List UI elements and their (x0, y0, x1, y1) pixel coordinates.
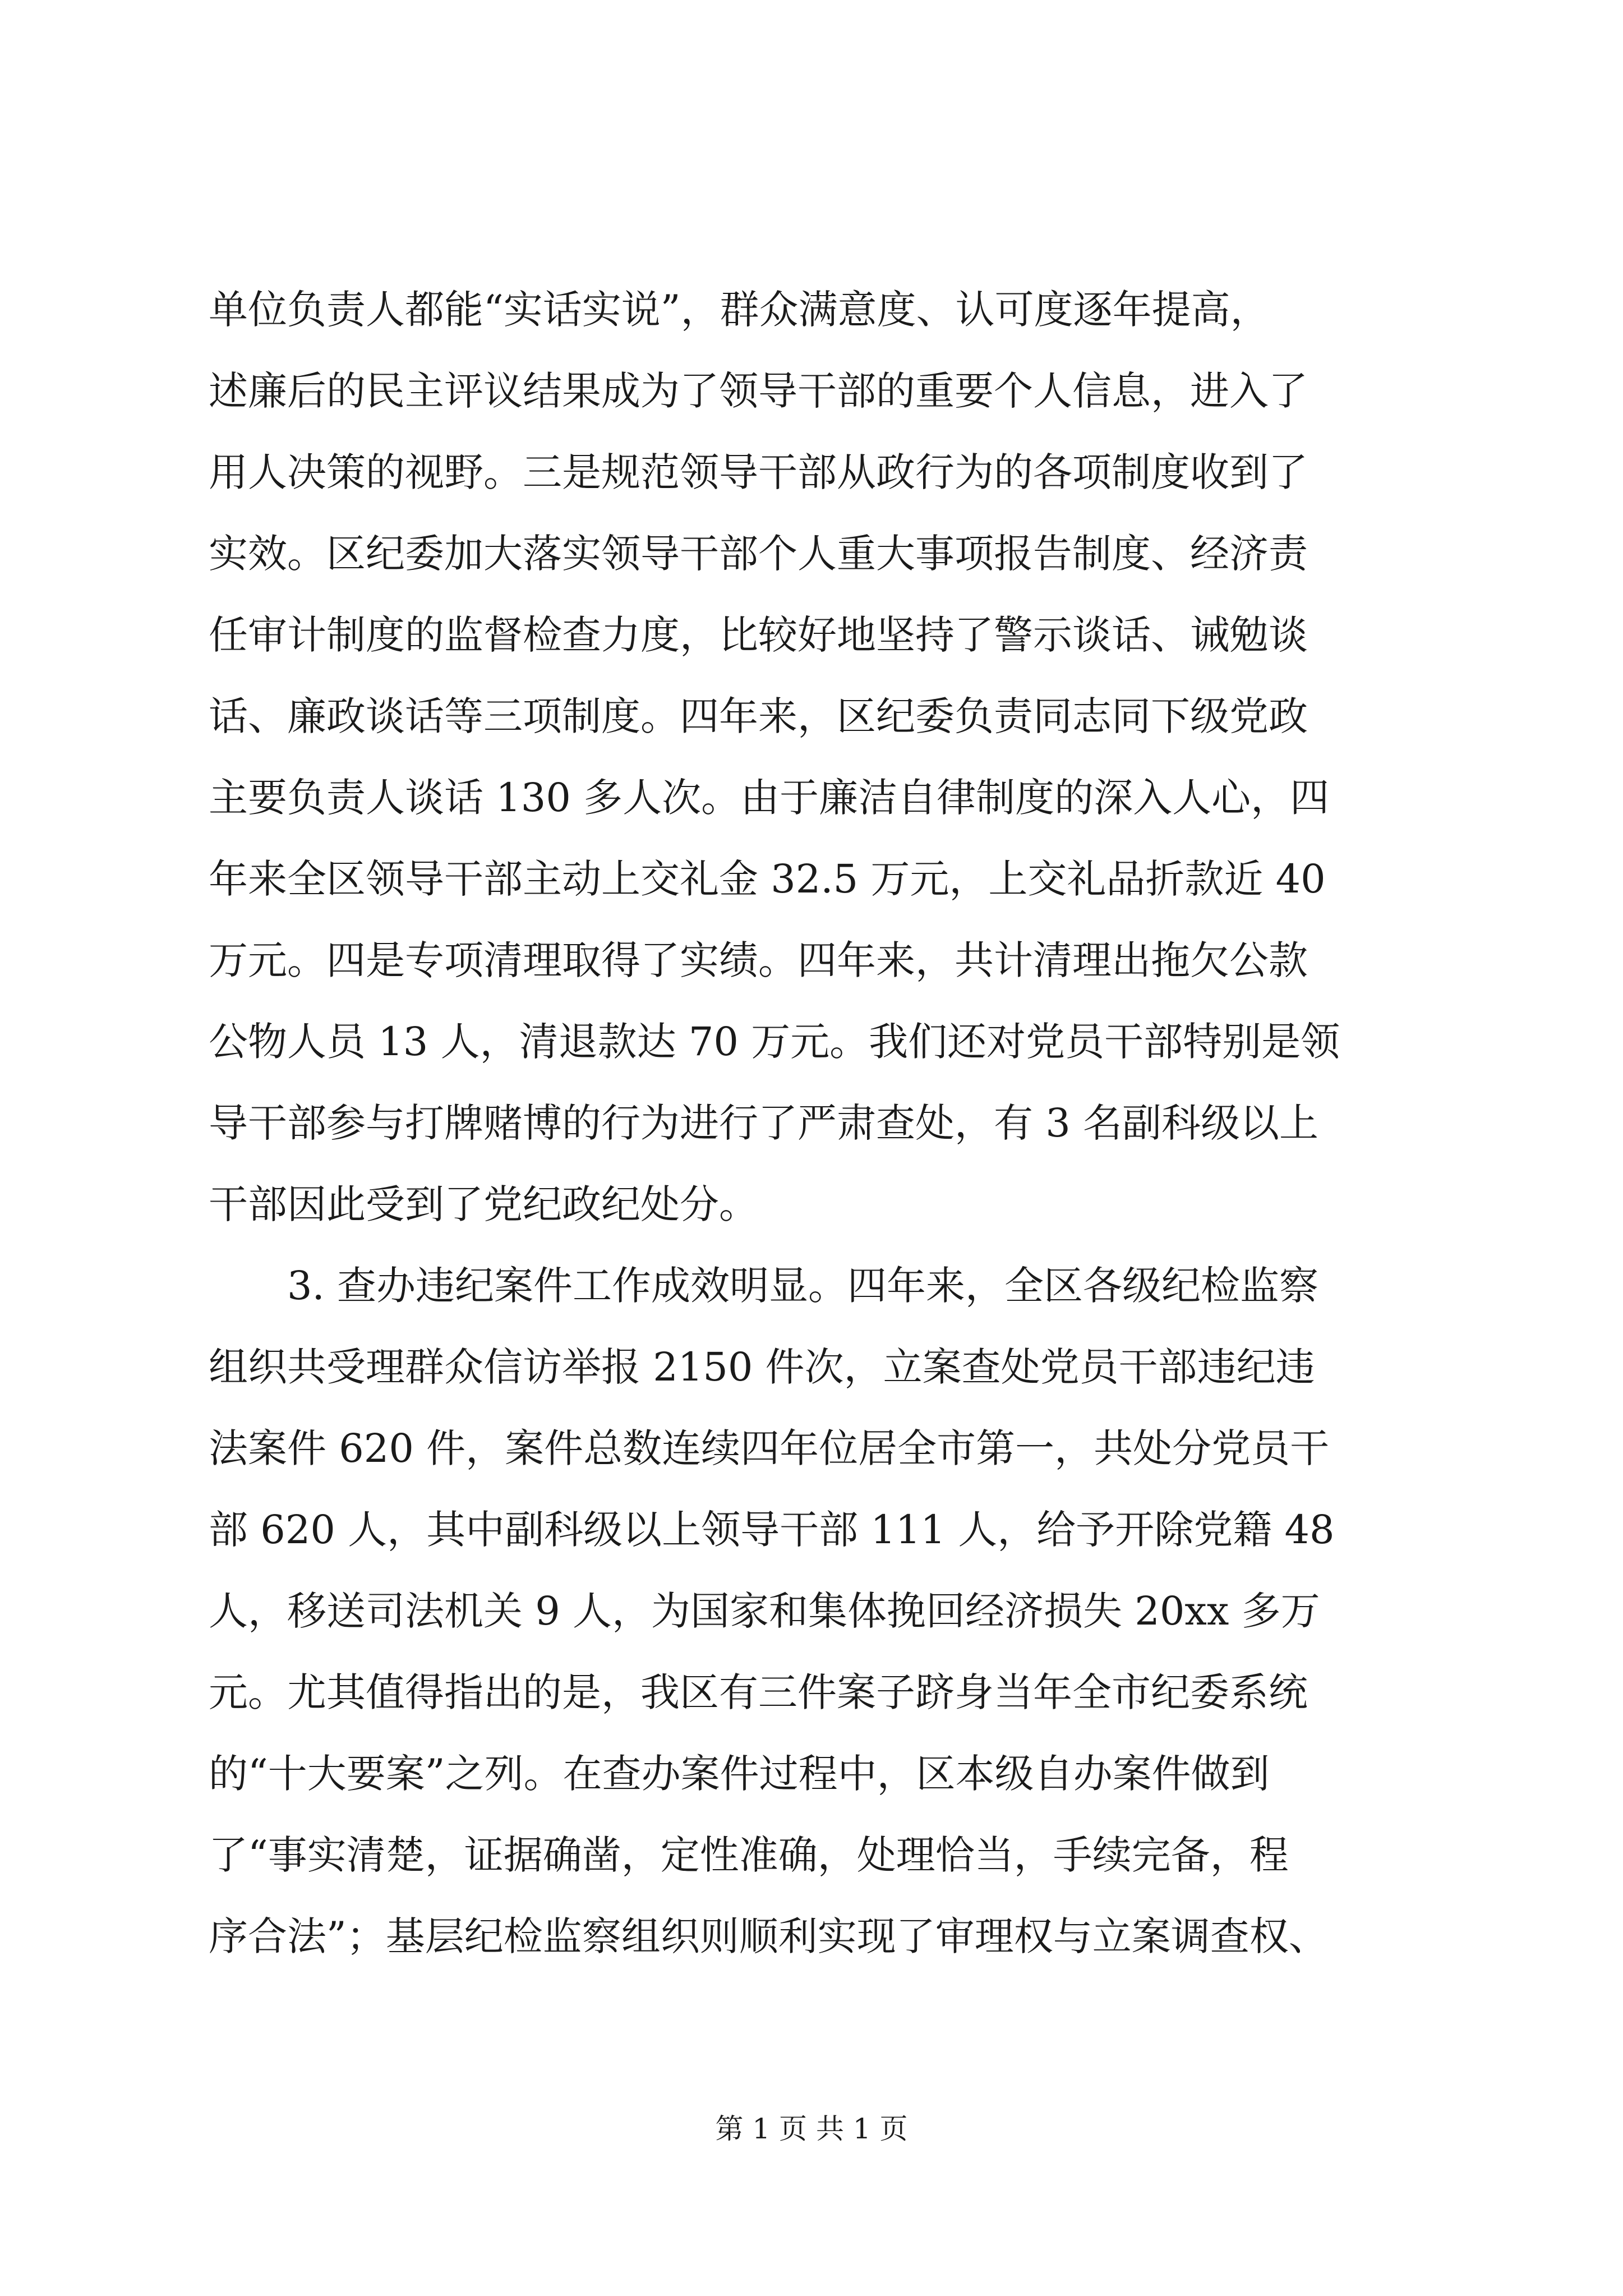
document-body (209, 269, 1431, 1977)
text-line: 元。尤其值得指出的是，我区有三件案子跻身当年全市纪委系统 (209, 1669, 1308, 1715)
text-line: 3. 查办违纪案件工作成效明显。四年来，全区各级纪检监察 (287, 1263, 1319, 1309)
text-line: 人，移送司法机关 9 人，为国家和集体挽回经济损失 20xx 多万 (209, 1588, 1320, 1634)
page-number: 第 1 页 共 1 页 (715, 2113, 908, 2145)
text-line: 法案件 620 件，案件总数连续四年位居全市第一，共处分党员干 (209, 1425, 1330, 1471)
text-line: 任审计制度的监督检查力度，比较好地坚持了警示谈话、诫勉谈 (209, 612, 1308, 658)
text-line: 部 620 人，其中副科级以上领导干部 111 人，给予开除党籍 48 (209, 1507, 1335, 1553)
paragraph-first-line (209, 1245, 1431, 1327)
text-line: 主要负责人谈话 130 多人次。由于廉洁自律制度的深入人心，四 (209, 775, 1330, 821)
text-line: 年来全区领导干部主动上交礼金 32.5 万元，上交礼品折款近 40 (209, 856, 1326, 902)
text-line: 导干部参与打牌赌博的行为进行了严肃查处，有 3 名副科级以上 (209, 1100, 1319, 1146)
text-line: 的“十大要案”之列。在查办案件过程中，区本级自办案件做到 (209, 1751, 1270, 1797)
text-line: 述廉后的民主评议结果成为了领导干部的重要个人信息，进入了 (209, 368, 1308, 414)
text-line: 话、廉政谈话等三项制度。四年来，区纪委负责同志同下级党政 (209, 693, 1308, 739)
text-line: 用人决策的视野。三是规范领导干部从政行为的各项制度收到了 (209, 449, 1308, 495)
text-line: 万元。四是专项清理取得了实绩。四年来，共计清理出拖欠公款 (209, 937, 1308, 983)
page-footer (0, 2109, 1623, 2148)
text-line: 干部因此受到了党纪政纪处分。 (209, 1181, 758, 1227)
text-line: 组织共受理群众信访举报 2150 件次，立案查处党员干部违纪违 (209, 1344, 1315, 1390)
text-line: 实效。区纪委加大落实领导干部个人重大事项报告制度、经济责 (209, 531, 1308, 577)
text-line: 了“事实清楚，证据确凿，定性准确，处理恰当，手续完备，程 (209, 1832, 1289, 1878)
text-line: 单位负责人都能“实话实说”，群众满意度、认可度逐年提高， (209, 287, 1270, 333)
text-line: 序合法”；基层纪检监察组织则顺利实现了审理权与立案调查权、 (209, 1913, 1328, 1959)
text-line: 公物人员 13 人，清退款达 70 万元。我们还对党员干部特别是领 (209, 1019, 1340, 1065)
